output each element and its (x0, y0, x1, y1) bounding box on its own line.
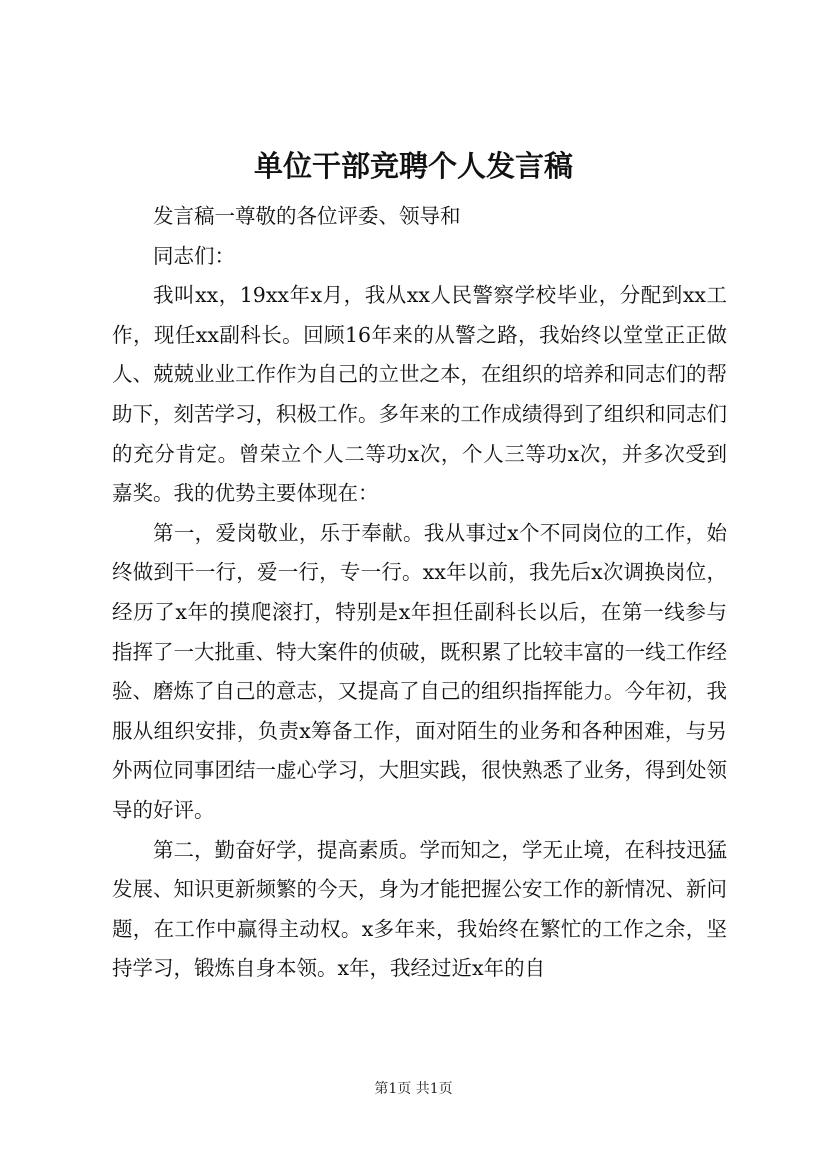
salutation-continuation: 同志们： (153, 243, 235, 268)
page-number-footer: 第1页 共1页 (374, 1081, 453, 1097)
document-title: 单位干部竞聘个人发言稿 (253, 149, 573, 183)
salutation-line: 发言稿一尊敬的各位评委、领导和 (153, 204, 461, 228)
paragraph-second-point: 第二，勤奋好学，提高素质。学而知之，学无止境，在科技迅猛发展、知识更新频繁的今天，身为才能把握公安工作的新情况、新问题，在工作中赢得主动权。x多年来，我始终在繁忙的工作之余，坚持学习，锻炼自身本领。x年，我经过近x年的自 (112, 837, 727, 981)
paragraph-introduction: 我叫xx，19xx年x月，我从xx人民警察学校毕业，分配到xx工作，现任xx副科长。回顾16年来的从警之路，我始终以堂堂正正做人、兢兢业业工作作为自己的立世之本，在组织的培养和同志们的帮助下，刻苦学习，积极工作。多年来的工作成绩得到了组织和同志们的充分肯定。曾荣立个人二等功x次，个人三等功x次，并多次受到嘉奖。我的优势主要体现在： (112, 283, 727, 506)
document-body (112, 197, 727, 989)
paragraph-first-point: 第一，爱岗敬业，乐于奉献。我从事过x个不同岗位的工作，始终做到干一行，爱一行，专一行。xx年以前，我先后x次调换岗位，经历了x年的摸爬滚打，特别是x年担任副科长以后，在第一线参与指挥了一大批重、特大案件的侦破，既积累了比较丰富的一线工作经验、磨炼了自己的意志，又提高了自己的组织指挥能力。今年初，我服从组织安排，负责x筹备工作，面对陌生的业务和各种困难，与另外两位同事团结一虚心学习，大胆实践，很快熟悉了业务，得到处领导的好评。 (112, 520, 727, 822)
